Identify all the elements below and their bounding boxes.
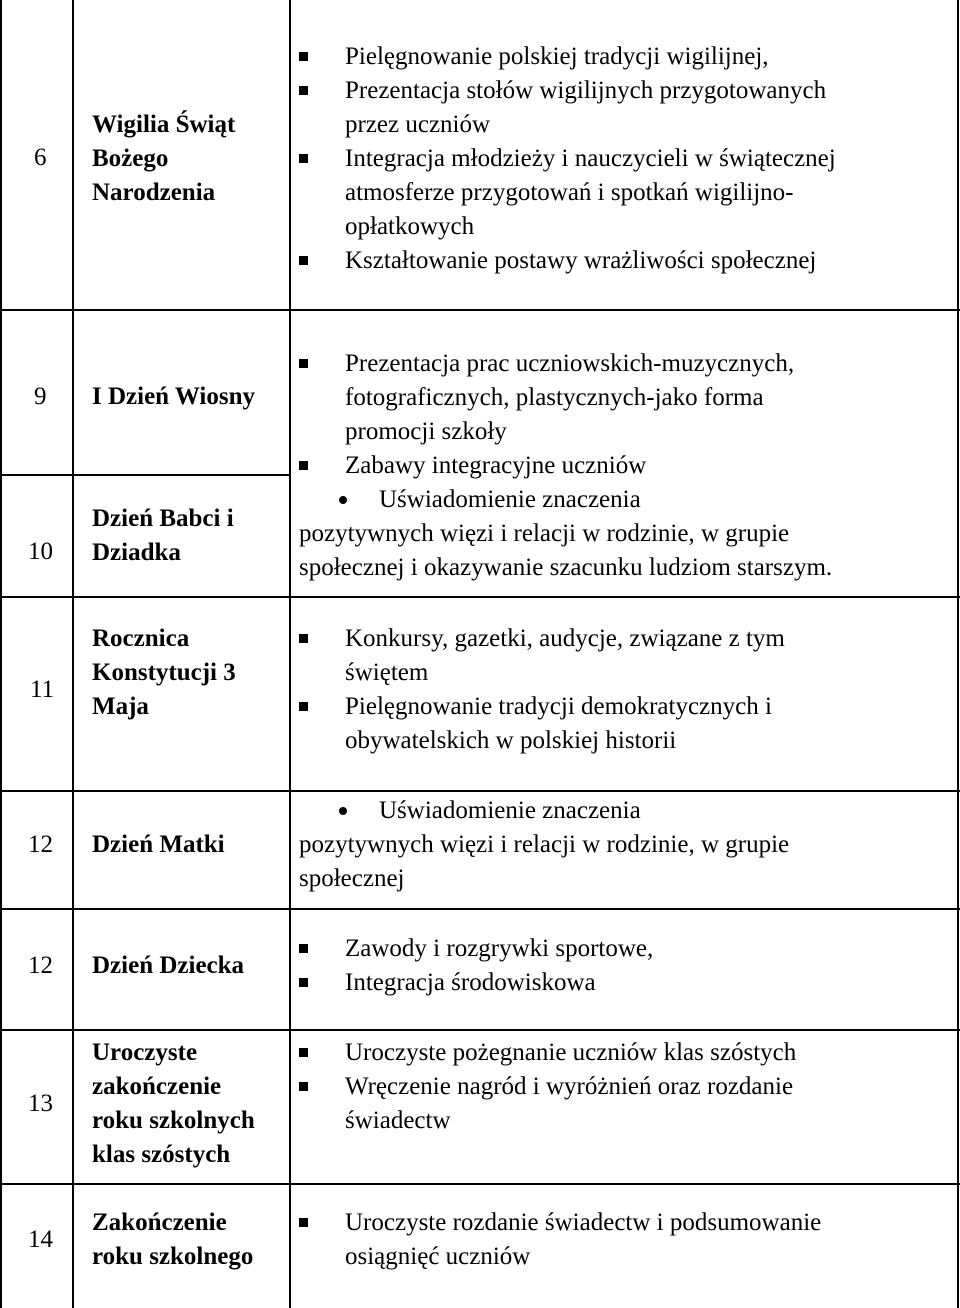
square-bullet-icon [299,702,308,711]
row-number: 9 [34,383,47,410]
row-border [0,908,960,910]
description-line: Kształtowanie postawy wrażliwości społecznej [299,244,949,278]
description-line: Uświadomienie znaczenia [299,794,949,828]
description-line: Prezentacja stołów wigilijnych przygotowanych [299,74,949,108]
row-number: 10 [28,538,53,565]
square-bullet-icon [299,1218,308,1227]
row-number: 11 [30,676,55,703]
row-border [0,474,290,476]
description-line: osiągnięć uczniów [345,1243,531,1270]
event-title-line: zakończenie [92,1073,222,1100]
event-title-line: Narodzenia [92,179,216,206]
description-line: fotograficznych, plastycznych-jako forma [345,384,764,411]
description-line: pozytywnych więzi i relacji w rodzinie, w grupie [299,831,790,858]
square-bullet-icon [299,154,308,163]
column-border [957,0,959,1308]
row-number: 6 [34,144,47,171]
square-bullet-icon [299,1082,308,1091]
event-title-line: Maja [92,693,149,720]
description-line: Integracja środowiskowa [299,966,949,1000]
description-line: opłatkowych [345,213,475,240]
square-bullet-icon [299,359,308,368]
description-line: społecznej [299,865,405,892]
event-title-line: Konstytucji 3 [92,659,236,686]
row-number: 14 [28,1226,53,1253]
square-bullet-icon [299,86,308,95]
event-title [92,1206,292,1274]
row-border [0,790,960,792]
event-title [92,380,292,414]
event-description [299,40,949,278]
event-title-line: Dzień Dziecka [92,952,245,979]
square-bullet-icon [299,1048,308,1057]
description-line: Pielęgnowanie tradycji demokratycznych i [299,690,949,724]
square-bullet-icon [299,256,308,265]
row-border [0,1183,960,1185]
event-description [299,347,949,585]
event-title-line: roku szkolnego [92,1243,254,1270]
round-bullet-icon [339,807,347,815]
event-description [299,622,949,758]
event-title [92,949,292,983]
description-line: Uroczyste rozdanie świadectw i podsumowanie [299,1206,949,1240]
event-description [299,1206,949,1274]
event-title-line: Dziadka [92,539,181,566]
round-bullet-icon [339,496,347,504]
row-border [0,309,960,311]
description-line: społecznej i okazywanie szacunku ludziom starszym. [299,554,833,581]
description-line: przez uczniów [345,111,491,138]
row-number: 12 [28,952,53,979]
event-title [92,1036,292,1172]
row-number: 13 [28,1090,53,1117]
event-description [299,794,949,896]
description-line: Zawody i rozgrywki sportowe, [299,932,949,966]
description-line: Pielęgnowanie polskiej tradycji wigilijnej, [299,40,949,74]
event-title-line: Dzień Matki [92,831,225,858]
square-bullet-icon [299,978,308,987]
event-title [92,622,292,724]
event-title [92,108,292,210]
description-line: pozytywnych więzi i relacji w rodzinie, w grupie [299,520,790,547]
event-title-line: klas szóstych [92,1141,231,1168]
description-line: Prezentacja prac uczniowskich-muzycznych, [299,347,949,381]
square-bullet-icon [299,52,308,61]
column-border [0,0,2,1308]
event-description [299,932,949,1000]
event-title-line: Bożego [92,145,169,172]
description-line: Konkursy, gazetki, audycje, związane z tym [299,622,949,656]
event-title-line: roku szkolnych [92,1107,255,1134]
square-bullet-icon [299,634,308,643]
square-bullet-icon [299,461,308,470]
event-title-line: I Dzień Wiosny [92,383,256,410]
event-title [92,828,292,862]
event-title-line: Rocznica [92,625,190,652]
event-title [92,502,292,570]
event-title-line: Zakończenie [92,1209,227,1236]
description-line: świętem [345,659,429,686]
square-bullet-icon [299,944,308,953]
description-line: promocji szkoły [345,418,507,445]
event-description [299,1036,949,1138]
row-number: 12 [28,831,53,858]
description-line: Integracja młodzieży i nauczycieli w świątecznej [299,142,949,176]
description-line: Zabawy integracyjne uczniów [299,449,949,483]
description-line: świadectw [345,1107,451,1134]
description-line: atmosferze przygotowań i spotkań wigilijno- [345,179,794,206]
row-border [0,596,960,598]
description-line: Uświadomienie znaczenia [299,483,949,517]
event-title-line: Dzień Babci i [92,505,234,532]
event-title-line: Uroczyste [92,1039,198,1066]
description-line: Uroczyste pożegnanie uczniów klas szóstych [299,1036,949,1070]
description-line: obywatelskich w polskiej historii [345,727,677,754]
row-border [0,1029,960,1031]
event-title-line: Wigilia Świąt [92,111,236,138]
description-line: Wręczenie nagród i wyróżnień oraz rozdanie [299,1070,949,1104]
